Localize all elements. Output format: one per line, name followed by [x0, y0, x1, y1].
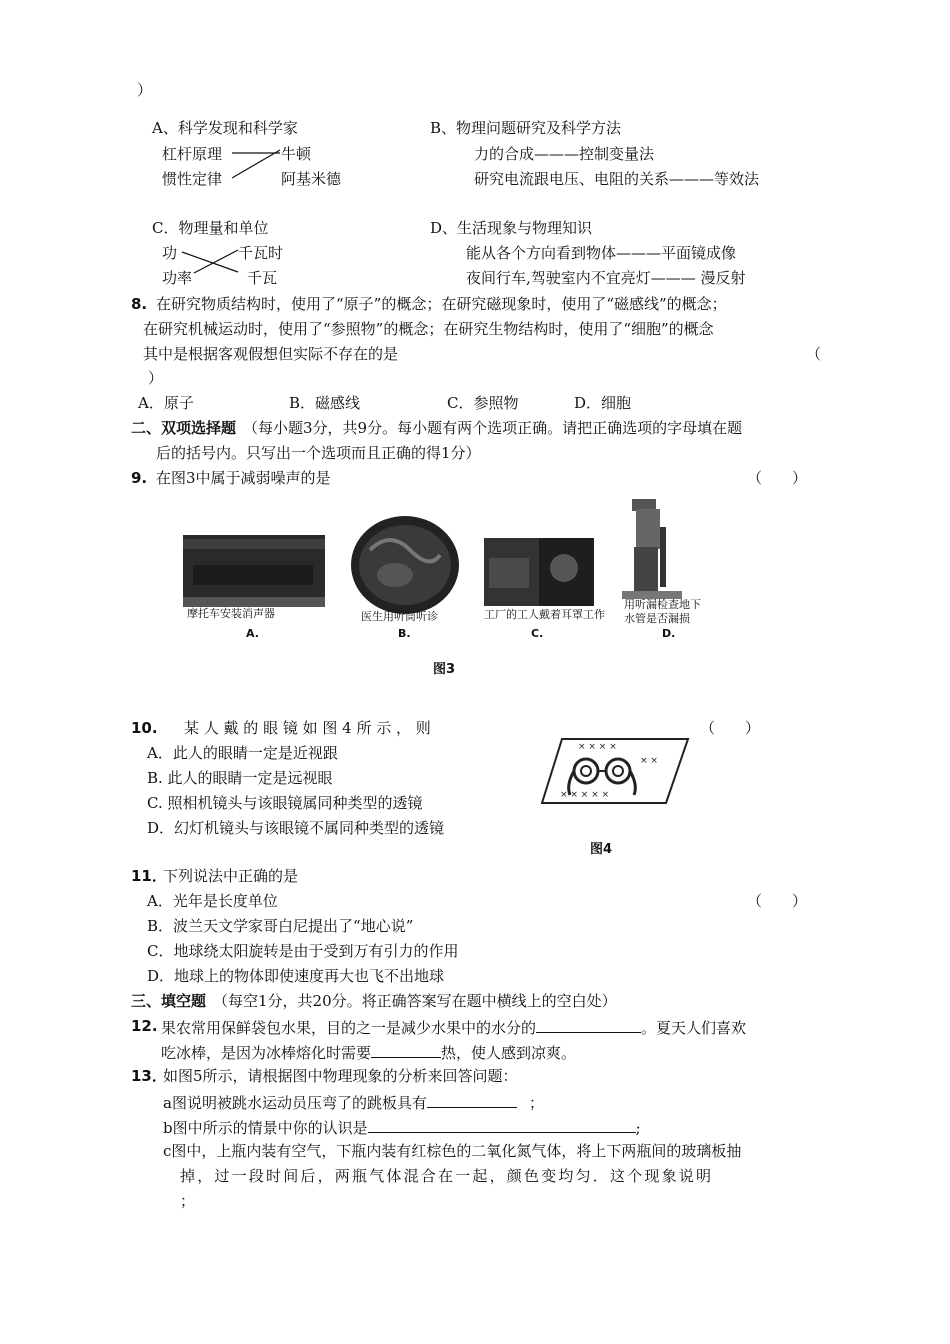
section-3-desc: （每空1分，共20分。将正确答案写在题中横线上的空白处）: [213, 992, 617, 1010]
figure-3b-stethoscope-image: [350, 515, 460, 615]
figure-3d-caption-line-1: 用听漏检查地下: [624, 598, 701, 611]
q7-option-b-title: B、物理问题研究及科学方法: [430, 119, 622, 137]
q11-option-c: C．地球绕太阳旋转是由于受到万有引力的作用: [147, 942, 459, 960]
q8-option-c: C．参照物: [447, 394, 519, 412]
q7-c-left-item-1: 功: [162, 244, 178, 262]
q7-d-line-2: 夜间行车,驾驶室内不宜亮灯——— 漫反射: [466, 269, 746, 287]
svg-text:× ×: × ×: [640, 756, 658, 766]
q10-option-c: C. 照相机镜头与该眼镜属同种类型的透镜: [147, 794, 423, 812]
q13-number: 13．: [131, 1067, 167, 1085]
q11-option-b: B．波兰天文学家哥白尼提出了“地心说”: [147, 917, 414, 935]
q7-option-d-title: D、生活现象与物理知识: [430, 219, 593, 237]
q12-line-2-text-a: 吃冰棒，是因为冰棒熔化时需要: [161, 1044, 372, 1062]
q7-a-matching-lines: [230, 146, 282, 182]
section-2-title: 二、双项选择题: [131, 419, 237, 437]
figure-3c-caption: 工厂的工人戴着耳罩工作: [484, 608, 605, 621]
q11-number: 11．: [131, 867, 167, 885]
figure-3b-caption: 医生用听筒听诊: [361, 610, 438, 623]
q9-number: 9.: [131, 469, 148, 487]
q7-a-left-item-2: 惯性定律: [162, 170, 223, 188]
figure-3a-motorcycle-image: [183, 535, 325, 607]
q12-line-2-text-b: 热，使人感到凉爽。: [441, 1044, 577, 1062]
q11-text: 下列说法中正确的是: [163, 867, 299, 885]
q12-blank-1[interactable]: [536, 1016, 641, 1033]
figure-3a-letter: A.: [246, 627, 259, 640]
q8-option-b: B．磁感线: [289, 394, 361, 412]
q8-text-line-3: 其中是根据客观假想但实际不存在的是: [143, 345, 399, 363]
figure-3b-letter: B.: [398, 627, 411, 640]
q13-part-b-end: ;: [635, 1119, 641, 1137]
figure-4-label: 图4: [590, 842, 613, 857]
section-2-desc-line-2: 后的括号内。只写出一个选项而且正确的得1分）: [156, 444, 481, 462]
q7-c-right-item-1: 千瓦时: [238, 244, 284, 262]
q8-text-line-1: 在研究物质结构时，使用了“原子”的概念；在研究磁现象时，使用了“磁感线”的概念；: [156, 295, 727, 313]
q13-part-a: [163, 1091, 544, 1113]
figure-3-label: 图3: [433, 662, 456, 677]
q11-option-a: A．光年是长度单位: [147, 892, 278, 910]
q13-blank-b[interactable]: [368, 1116, 636, 1133]
q12-line-1-text-b: 。夏天人们喜欢: [641, 1019, 747, 1037]
figure-4-glasses-image: [540, 735, 690, 807]
q8-number: 8.: [131, 295, 148, 313]
section-3-title: 三、填空题: [131, 992, 207, 1010]
q13-part-b: [163, 1116, 641, 1138]
q8-option-d: D．细胞: [574, 394, 632, 412]
q7-a-right-item-2: 阿基米德: [281, 170, 342, 188]
figure-3c-letter: C.: [531, 627, 544, 640]
q7-c-left-item-2: 功率: [162, 269, 193, 287]
q10-option-a: A．此人的眼睛一定是近视跟: [147, 744, 338, 762]
q7-d-line-1: 能从各个方向看到物体———平面镜成像: [466, 244, 737, 262]
q7-option-a-title: A、科学发现和科学家: [152, 119, 298, 137]
q8-answer-paren-open: （: [806, 345, 822, 363]
q12-line-2: [161, 1041, 576, 1063]
q8-text-line-2: 在研究机械运动时，使用了“参照物”的概念；在研究生物结构时，使用了“细胞”的概念: [143, 320, 714, 338]
q10-text: 某 人 戴 的 眼 镜 如 图 4 所 示 ， 则: [184, 719, 431, 737]
q13-part-c-line-1: c图中，上瓶内装有空气，下瓶内装有红棕色的二氧化氮气体，将上下两瓶间的玻璃板抽: [163, 1142, 742, 1160]
q11-answer-paren: （ ）: [747, 892, 808, 910]
q13-intro: 如图5所示，请根据图中物理现象的分析来回答问题：: [163, 1067, 518, 1085]
figure-3d-letter: D.: [662, 627, 676, 640]
figure-3c-earmuffs-image: [484, 538, 594, 606]
q11-option-d: D．地球上的物体即使速度再大也飞不出地球: [147, 967, 445, 985]
q7-a-left-item-1: 杠杆原理: [162, 145, 223, 163]
q12-blank-2[interactable]: [371, 1041, 441, 1058]
q13-part-b-text: b图中所示的情景中你的认识是: [163, 1119, 368, 1137]
q7-c-right-item-2: 千瓦: [247, 269, 278, 287]
q12-number: 12.: [131, 1017, 158, 1035]
q9-answer-paren: （ ）: [747, 469, 808, 487]
q7-option-c-title: C．物理量和单位: [152, 219, 269, 237]
figure-3a-caption: 摩托车安装消声器: [187, 607, 275, 620]
svg-text:× × × × ×: × × × × ×: [560, 790, 610, 800]
svg-text:× × × ×: × × × ×: [578, 742, 617, 752]
q7-b-line-2: 研究电流跟电压、电阻的关系———等效法: [474, 170, 760, 188]
q12-line-1: [161, 1016, 746, 1038]
q13-part-c-line-3: ；: [180, 1192, 196, 1210]
q12-line-1-text-a: 果农常用保鲜袋包水果，目的之一是减少水果中的水分的: [161, 1019, 537, 1037]
figure-3d-leak-detection-image: [622, 497, 682, 601]
q10-option-b: B. 此人的眼睛一定是远视眼: [147, 769, 333, 787]
section-2-desc-line-1: （每小题3分，共9分。每小题有两个选项正确。请把正确选项的字母填在题: [243, 419, 743, 437]
q9-text: 在图3中属于减弱噪声的是: [156, 469, 331, 487]
q10-answer-paren: （ ）: [700, 719, 761, 737]
q13-part-a-text: a图说明被跳水运动员压弯了的跳板具有: [163, 1094, 427, 1112]
q13-part-c-line-2: 掉，过一段时间后，两瓶气体混合在一起，颜色变均匀．这个现象说明: [180, 1167, 714, 1185]
q13-part-a-end: ；: [528, 1094, 544, 1112]
q8-answer-paren-close: ）: [148, 369, 164, 387]
q7-b-line-1: 力的合成———控制变量法: [474, 145, 655, 163]
q7-c-matching-lines: [180, 246, 242, 280]
q10-number: 10.: [131, 719, 158, 737]
q10-option-d: D．幻灯机镜头与该眼镜不属同种类型的透镜: [147, 819, 445, 837]
q8-option-a: A．原子: [138, 394, 194, 412]
q13-blank-a[interactable]: [427, 1091, 517, 1108]
figure-3d-caption-line-2: 水管是否漏损: [624, 612, 690, 625]
question-7-closing-paren: ）: [137, 81, 153, 99]
q7-a-right-item-1: 牛顿: [281, 145, 312, 163]
